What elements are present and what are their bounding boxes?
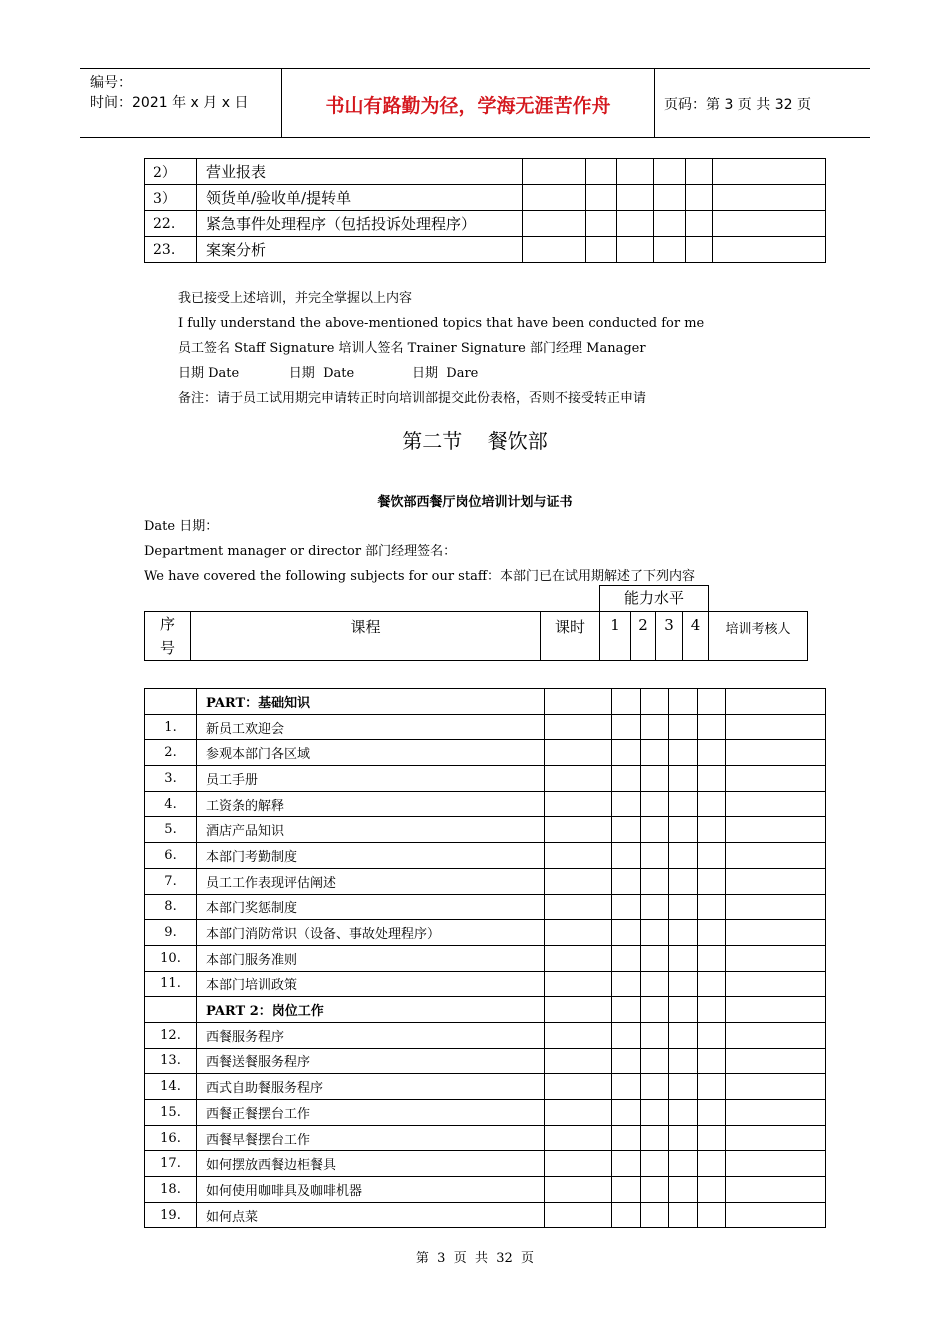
- row-number: 10.: [145, 945, 197, 971]
- table-row: [145, 1048, 826, 1074]
- col-header-no: 序号: [145, 612, 191, 661]
- blank-cell: [523, 211, 586, 237]
- blank-cell: [713, 185, 826, 211]
- row-number: 2.: [145, 740, 197, 766]
- blank-cell: [586, 185, 617, 211]
- course-title: 本部门消防常识（设备、事故处理程序）: [197, 920, 545, 946]
- blank-cell: [545, 843, 612, 869]
- row-number: 19.: [145, 1202, 197, 1228]
- table-row: [145, 740, 826, 766]
- table-row: [145, 766, 826, 792]
- blank-cell: [698, 689, 726, 715]
- course-title: 本部门考勤制度: [197, 843, 545, 869]
- blank-cell: [641, 920, 669, 946]
- blank-cell: [612, 766, 641, 792]
- blank-cell: [713, 159, 826, 185]
- blank-cell: [545, 1202, 612, 1228]
- blank-cell: [726, 689, 826, 715]
- blank-cell: [698, 1074, 726, 1100]
- row-number: 9.: [145, 920, 197, 946]
- course-title: 如何点菜: [197, 1202, 545, 1228]
- blank-cell: [726, 997, 826, 1023]
- row-number: [145, 689, 197, 715]
- blank-cell: [669, 714, 698, 740]
- blank-cell: [545, 1151, 612, 1177]
- blank-cell: [669, 740, 698, 766]
- table-row: [145, 1202, 826, 1228]
- blank-cell: [641, 894, 669, 920]
- blank-cell: [726, 1022, 826, 1048]
- blank-cell: [617, 185, 654, 211]
- blank-cell: [654, 185, 686, 211]
- blank-cell: [545, 868, 612, 894]
- course-title: 参观本部门各区域: [197, 740, 545, 766]
- blank-cell: [523, 237, 586, 263]
- header-page-number: 页码：第 3 页 共 32 页: [664, 97, 811, 113]
- blank-cell: [669, 1074, 698, 1100]
- table-row: [145, 945, 826, 971]
- table-row: [145, 1151, 826, 1177]
- table-row: [145, 211, 826, 237]
- blank-cell: [612, 1048, 641, 1074]
- blank-cell: [698, 817, 726, 843]
- blank-cell: [641, 1074, 669, 1100]
- blank-cell: [641, 1125, 669, 1151]
- blank-cell: [612, 791, 641, 817]
- row-number: 1.: [145, 714, 197, 740]
- row-number: 3）: [145, 185, 197, 211]
- blank-cell: [612, 920, 641, 946]
- row-number: 6.: [145, 843, 197, 869]
- blank-cell: [612, 1202, 641, 1228]
- course-title: 酒店产品知识: [197, 817, 545, 843]
- blank-cell: [698, 920, 726, 946]
- blank-cell: [641, 1202, 669, 1228]
- blank-cell: [669, 997, 698, 1023]
- blank-cell: [669, 894, 698, 920]
- header-divider: [654, 69, 655, 137]
- ack-line-en: I fully understand the above-mentioned topics that have been conducted for me: [178, 316, 705, 331]
- course-title: 案案分析: [197, 237, 523, 263]
- course-title: 本部门奖惩制度: [197, 894, 545, 920]
- table-row: [145, 1022, 826, 1048]
- blank-cell: [545, 689, 612, 715]
- table-row: [145, 185, 826, 211]
- blank-cell: [698, 1151, 726, 1177]
- blank-cell: [726, 791, 826, 817]
- blank-cell: [698, 1125, 726, 1151]
- blank-cell: [654, 211, 686, 237]
- blank-cell: [669, 1022, 698, 1048]
- blank-cell: [726, 1100, 826, 1126]
- blank-cell: [698, 714, 726, 740]
- blank-cell: [726, 894, 826, 920]
- blank-cell: [545, 1074, 612, 1100]
- blank-cell: [612, 817, 641, 843]
- table-row: [145, 971, 826, 997]
- header-motto: 书山有路勤为径，学海无涯苦作舟: [325, 95, 611, 117]
- course-title: 西餐送餐服务程序: [197, 1048, 545, 1074]
- ack-line-cn: 我已接受上述培训，并完全掌握以上内容: [178, 291, 413, 306]
- blank-cell: [641, 1177, 669, 1203]
- form-date-line: Date 日期：: [144, 519, 219, 534]
- blank-cell: [641, 945, 669, 971]
- blank-cell: [686, 211, 713, 237]
- course-title: 如何使用咖啡具及咖啡机器: [197, 1177, 545, 1203]
- course-title: 紧急事件处理程序（包括投诉处理程序）: [197, 211, 523, 237]
- row-number: 4.: [145, 791, 197, 817]
- header-meta: [90, 73, 248, 113]
- remark-line: 备注：请于员工试用期完申请转正时向培训部提交此份表格，否则不接受转正申请: [178, 391, 647, 406]
- blank-cell: [641, 791, 669, 817]
- blank-cell: [641, 714, 669, 740]
- blank-cell: [698, 945, 726, 971]
- blank-cell: [612, 714, 641, 740]
- blank-cell: [641, 997, 669, 1023]
- blank-cell: [612, 1125, 641, 1151]
- column-header-table: [144, 611, 808, 661]
- blank-cell: [698, 868, 726, 894]
- row-number: 23.: [145, 237, 197, 263]
- blank-cell: [617, 159, 654, 185]
- blank-cell: [726, 714, 826, 740]
- blank-cell: [641, 868, 669, 894]
- blank-cell: [545, 817, 612, 843]
- blank-cell: [545, 766, 612, 792]
- blank-cell: [545, 740, 612, 766]
- table-row: [145, 1125, 826, 1151]
- course-title: 本部门服务准则: [197, 945, 545, 971]
- blank-cell: [612, 740, 641, 766]
- row-number: 18.: [145, 1177, 197, 1203]
- blank-cell: [545, 714, 612, 740]
- blank-cell: [612, 689, 641, 715]
- time-label: 时间：2021 年 x 月 x 日: [90, 95, 249, 111]
- row-number: 12.: [145, 1022, 197, 1048]
- course-title: 本部门培训政策: [197, 971, 545, 997]
- blank-cell: [669, 843, 698, 869]
- blank-cell: [669, 1177, 698, 1203]
- blank-cell: [641, 843, 669, 869]
- blank-cell: [669, 945, 698, 971]
- row-number: 16.: [145, 1125, 197, 1151]
- blank-cell: [545, 971, 612, 997]
- blank-cell: [726, 1177, 826, 1203]
- ability-level-header: 能力水平: [599, 585, 709, 611]
- table-row: [145, 894, 826, 920]
- blank-cell: [669, 817, 698, 843]
- blank-cell: [669, 920, 698, 946]
- table-row: [145, 689, 826, 715]
- blank-cell: [654, 237, 686, 263]
- blank-cell: [726, 868, 826, 894]
- blank-cell: [612, 1074, 641, 1100]
- row-number: 14.: [145, 1074, 197, 1100]
- blank-cell: [612, 1022, 641, 1048]
- blank-cell: [698, 843, 726, 869]
- blank-cell: [586, 237, 617, 263]
- blank-cell: [669, 1100, 698, 1126]
- blank-cell: [612, 945, 641, 971]
- blank-cell: [686, 185, 713, 211]
- blank-cell: [612, 971, 641, 997]
- blank-cell: [612, 843, 641, 869]
- blank-cell: [612, 1177, 641, 1203]
- blank-cell: [641, 689, 669, 715]
- blank-cell: [612, 868, 641, 894]
- row-number: 13.: [145, 1048, 197, 1074]
- serial-label: 编号：: [90, 75, 132, 91]
- blank-cell: [698, 1100, 726, 1126]
- blank-cell: [669, 971, 698, 997]
- row-number: 7.: [145, 868, 197, 894]
- blank-cell: [523, 185, 586, 211]
- blank-cell: [545, 997, 612, 1023]
- col-header-level-3: 3: [656, 612, 683, 661]
- page-footer: 第 3 页 共 32 页: [415, 1251, 535, 1266]
- course-title: 领货单/验收单/提转单: [197, 185, 523, 211]
- blank-cell: [698, 1177, 726, 1203]
- blank-cell: [698, 791, 726, 817]
- table-row: [145, 1177, 826, 1203]
- blank-cell: [617, 237, 654, 263]
- table-row: [145, 868, 826, 894]
- row-number: 22.: [145, 211, 197, 237]
- course-title: PART：基础知识: [197, 689, 545, 715]
- blank-cell: [698, 997, 726, 1023]
- blank-cell: [641, 971, 669, 997]
- col-header-assessor: 培训考核人: [709, 612, 808, 661]
- course-title: 西餐服务程序: [197, 1022, 545, 1048]
- course-title: 营业报表: [197, 159, 523, 185]
- blank-cell: [713, 237, 826, 263]
- blank-cell: [669, 1125, 698, 1151]
- row-number: 11.: [145, 971, 197, 997]
- form-title: 餐饮部西餐厅岗位培训计划与证书: [377, 495, 573, 510]
- blank-cell: [726, 920, 826, 946]
- blank-cell: [545, 945, 612, 971]
- table-row: [145, 997, 826, 1023]
- row-number: 15.: [145, 1100, 197, 1126]
- blank-cell: [726, 1125, 826, 1151]
- course-title: 西餐早餐摆台工作: [197, 1125, 545, 1151]
- blank-cell: [686, 159, 713, 185]
- blank-cell: [669, 766, 698, 792]
- course-title: 新员工欢迎会: [197, 714, 545, 740]
- blank-cell: [641, 740, 669, 766]
- course-title: PART 2：岗位工作: [197, 997, 545, 1023]
- row-number: 8.: [145, 894, 197, 920]
- course-title: 员工工作表现评估阐述: [197, 868, 545, 894]
- blank-cell: [726, 740, 826, 766]
- signature-line: 员工签名 Staff Signature 培训人签名 Trainer Signature 部门经理 Manager: [178, 341, 646, 356]
- course-title: 西餐正餐摆台工作: [197, 1100, 545, 1126]
- blank-cell: [545, 1022, 612, 1048]
- blank-cell: [612, 1151, 641, 1177]
- row-number: 5.: [145, 817, 197, 843]
- course-title: 如何摆放西餐边柜餐具: [197, 1151, 545, 1177]
- blank-cell: [726, 1202, 826, 1228]
- blank-cell: [523, 159, 586, 185]
- row-number: [145, 997, 197, 1023]
- blank-cell: [726, 945, 826, 971]
- date-line: 日期 Date 日期 Date 日期 Dare: [178, 366, 479, 381]
- col-header-level-4: 4: [683, 612, 709, 661]
- row-number: 3.: [145, 766, 197, 792]
- col-header-level-2: 2: [631, 612, 656, 661]
- blank-cell: [669, 1202, 698, 1228]
- blank-cell: [726, 971, 826, 997]
- blank-cell: [726, 843, 826, 869]
- blank-cell: [545, 1177, 612, 1203]
- table-row: [145, 920, 826, 946]
- blank-cell: [545, 894, 612, 920]
- blank-cell: [698, 1048, 726, 1074]
- blank-cell: [698, 971, 726, 997]
- blank-cell: [612, 1100, 641, 1126]
- table-row: [145, 1074, 826, 1100]
- form-covered-line: We have covered the following subjects for our staff：本部门已在试用期解述了下列内容: [144, 569, 696, 584]
- table-row: [145, 791, 826, 817]
- blank-cell: [545, 1125, 612, 1151]
- table-row: [145, 1100, 826, 1126]
- blank-cell: [641, 1022, 669, 1048]
- blank-cell: [669, 1048, 698, 1074]
- page-header: [80, 68, 870, 138]
- blank-cell: [641, 766, 669, 792]
- blank-cell: [698, 740, 726, 766]
- blank-cell: [545, 920, 612, 946]
- blank-cell: [669, 791, 698, 817]
- blank-cell: [545, 791, 612, 817]
- table-row: [145, 159, 826, 185]
- blank-cell: [654, 159, 686, 185]
- blank-cell: [545, 1100, 612, 1126]
- blank-cell: [713, 211, 826, 237]
- blank-cell: [641, 1100, 669, 1126]
- blank-cell: [726, 766, 826, 792]
- blank-cell: [669, 689, 698, 715]
- top-table: [144, 158, 826, 263]
- blank-cell: [726, 1074, 826, 1100]
- blank-cell: [686, 237, 713, 263]
- row-number: 17.: [145, 1151, 197, 1177]
- row-number: 2）: [145, 159, 197, 185]
- blank-cell: [612, 997, 641, 1023]
- blank-cell: [641, 817, 669, 843]
- col-header-course: 课程: [191, 612, 541, 661]
- blank-cell: [726, 1048, 826, 1074]
- blank-cell: [726, 817, 826, 843]
- form-manager-line: Department manager or director 部门经理签名：: [144, 544, 457, 559]
- course-title: 员工手册: [197, 766, 545, 792]
- table-row: [145, 237, 826, 263]
- section-title: 第二节 餐饮部: [402, 429, 548, 453]
- blank-cell: [669, 868, 698, 894]
- blank-cell: [698, 766, 726, 792]
- col-header-level-1: 1: [600, 612, 631, 661]
- blank-cell: [586, 211, 617, 237]
- blank-cell: [545, 1048, 612, 1074]
- blank-cell: [641, 1151, 669, 1177]
- blank-cell: [612, 894, 641, 920]
- blank-cell: [698, 1022, 726, 1048]
- blank-cell: [726, 1151, 826, 1177]
- blank-cell: [669, 1151, 698, 1177]
- blank-cell: [586, 159, 617, 185]
- course-table: [144, 688, 826, 1228]
- course-title: 工资条的解释: [197, 791, 545, 817]
- table-row: [145, 714, 826, 740]
- table-row: [145, 817, 826, 843]
- blank-cell: [698, 894, 726, 920]
- course-title: 西式自助餐服务程序: [197, 1074, 545, 1100]
- blank-cell: [617, 211, 654, 237]
- col-header-hours: 课时: [541, 612, 600, 661]
- blank-cell: [641, 1048, 669, 1074]
- table-row: [145, 843, 826, 869]
- blank-cell: [698, 1202, 726, 1228]
